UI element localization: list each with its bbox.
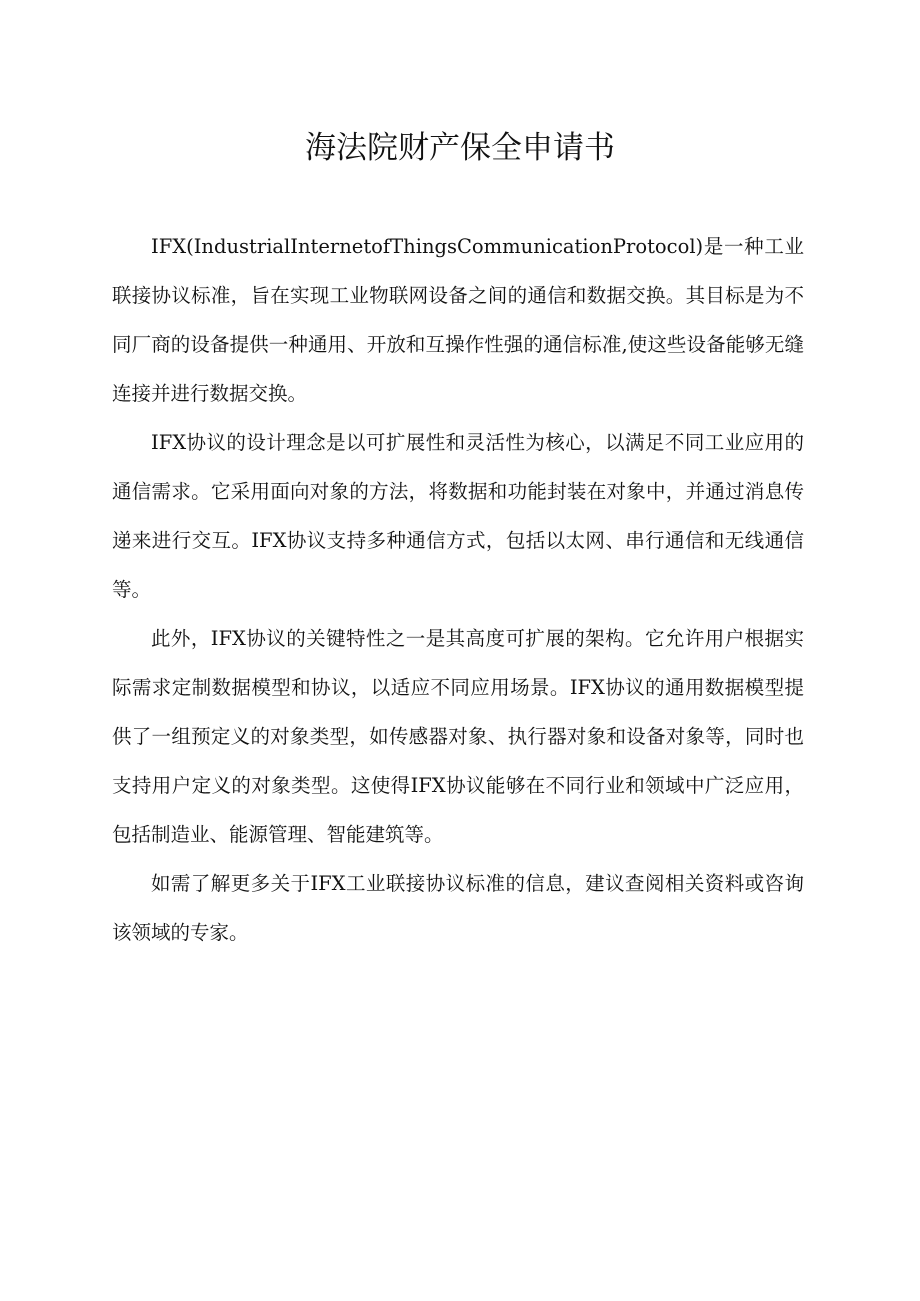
document-title: 海法院财产保全申请书 [305, 130, 615, 166]
paragraph-3: 此外，IFX协议的关键特性之一是其高度可扩展的架构。它允许用户根据实际需求定制数据模型和协议，以适应不同应用场景。IFX协议的通用数据模型提供了一组预定义的对象类型，如传感器对象、执行器对象和设备对象等，同时也支持用户定义的对象类型。这使得IFX协议能够在不同行业和领域中广泛应用，包括制造业、能源管理、智能建筑等。 [112, 627, 804, 846]
paragraph-4: 如需了解更多关于IFX工业联接协议标准的信息，建议查阅相关资料或咨询该领域的专家。 [112, 872, 804, 944]
paragraph-1: IFX(IndustrialInternetofThingsCommunicationProtocol)是一种工业联接协议标准，旨在实现工业物联网设备之间的通信和数据交换。其目标是为不同厂商的设备提供一种通用、开放和互操作性强的通信标准,使这些设备能够无缝连接并进行数据交换。 [112, 235, 804, 405]
paragraph-2: IFX协议的设计理念是以可扩展性和灵活性为核心，以满足不同工业应用的通信需求。它采用面向对象的方法，将数据和功能封装在对象中，并通过消息传递来进行交互。IFX协议支持多种通信方式，包括以太网、串行通信和无线通信等。 [112, 431, 804, 601]
document-body [112, 222, 804, 957]
